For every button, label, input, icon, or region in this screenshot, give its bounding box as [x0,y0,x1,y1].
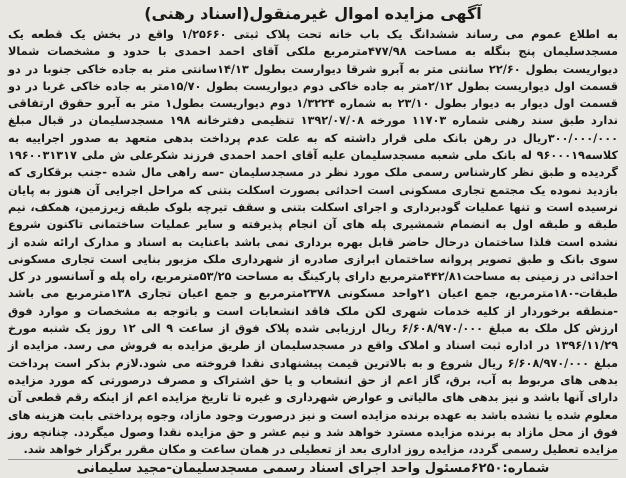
notice-footer: شماره:۶۲۵۰مسئول واحد اجرای اسناد رسمی مسجدسلیمان-مجید سلیمانی [8,459,618,478]
notice-title: آگهی مزایده اموال غیرمنقول(اسناد رهنی) [144,4,482,23]
notice-body: به اطلاع عموم می رساند ششدانگ یک باب خانه تحت پلاک ثبتی ۱/۲۵۶۶۰ واقع در بخش یک قطعه یک مسجدسلیمان پنج بنگله به مساحت ۴۷۷/۹۸مترمربع ملکی آقای احمد احمدی با حدود و مشخصات شمالا دیواریست بطول ۲۲/۶۰ سانتی متر به آبرو شرقا دیوارست بطول ۱۴/۱۳سانتی متر به جاده خاکی جنوبا در دو قسمت اول دیواریست بطول ۲/۱۲متر به جاده خاکی دوم دیواریست بطول ۱۵/۷۰متر به جاده خاکی غربا در دو قسمت اول دیوار به دیوار بطول ۲۳/۱۰ به شماره ۱/۳۲۲۴ دوم دیواریست بطول۱ متر به آبرو حقوق ارتفاقی ندارد طبق سند رهنی شماره ۱۱۷۰۳ مورخه ۱۳۹۲/۰۷/۰۸ تنظیمی دفترخانه ۱۹۸ مسجدسلیمان در قبال مبلغ ۳۰۰/۰۰۰/۰۰۰ریال در رهن بانک ملی قرار داشته که به علت عدم پرداخت بدهی متعهد به صدور اجراییه به کلاسه۹۶۰۰۰۱۹ له بانک ملی شعبه مسجدسلیمان علیه آقای احمد احمدی فرزند شکرعلی ش ملی ۱۹۶۰۰۳۱۳۱۷ گردیده و طبق نظر کارشناس رسمی ملک مورد نظر در مسجدسلیمان -سه راهی مال شده -جنب برقکاری که بازدید نموده یک مجتمع تجاری مسکونی است احداثی بصورت اسکلت بتنی که مراحل اجرایی آن هنوز به پایان نرسیده است و تنها عملیات گودبرداری و اجرای اسکلت بتنی و سقف تیرچه بلوک طبقه زیرزمین، همکف، نیم طبقه و طبقه اول به انضمام شمشیری پله های آن انجام پذیرفته و سایر عملیات ساختمانی تاکنون شروع نشده است فلذا ساختمان درحال حاضر قابل بهره برداری نمی باشد باعنایت به اسناد و مدارک ارائه شده از سوی بانک و طبق تصویر پروانه ساختمان ابرازی صادره از شهرداری ملک مزبور بنایی است تجاری مسکونی احداثی در زمینی به مساحت۴۴۲/۸۱مترمربع دارای پارکینگ به مساحت ۵۳/۲۵مترمربع، راه پله و آسانسور در کل طبقات-۱۸۰مترمربع، جمع اعیان ۲۱واحد مسکونی ۲۳۷۸مترمربع و جمع اعیان تجاری ۱۳۸مترمربع می باشد -منطقه برخوردار از کلیه خدمات شهری لکن ملک فاقد انشعابات است و باتوجه به مشخصات و موارد فوق ارزش کل ملک به مبلغ ۶/۶۰۸/۹۷۰/۰۰۰ ریال ارزیابی شده پلاک فوق از ساعت ۹ الی ۱۲ روز یک شنبه مورخ ۱۳۹۶/۱۱/۲۹ در اداره ثبت اسناد و املاک واقع در مسجدسلیمان از طریق مزایده به فروش می رسد. مزایده از مبلغ ۶/۶۰۸/۹۷۰/۰۰۰ ریال شروع و به بالاترین قیمت پیشنهادی نقدا فروخته می شود.لازم بذکر است پرداخت بدهی های مربوط به آب، برق، گاز اعم از حق انشعاب و یا حق اشتراک و مصرف درصورتی که مورد مزایده دارای آنها باشد و نیز بدهی های مالیاتی و عوارض شهرداری و غیره تا تاریخ مزایده اعم از اینکه رقم قطعی آن معلوم شده یا نشده باشد به عهده برنده مزایده است و نیز درصورت وجود مازاد، وجوه پرداختی بابت هزینه های فوق از محل مازاد به برنده مزایده مسترد خواهد شد و نیم عشر و حق مزایده نقدا وصول میگردد. چنانچه روز مزایده تعطیل رسمی گردد، مزایده روز اداری بعد از تعطیلی در همان ساعت و مکان مقرر برگزار خواهد شد. [8,28,619,457]
